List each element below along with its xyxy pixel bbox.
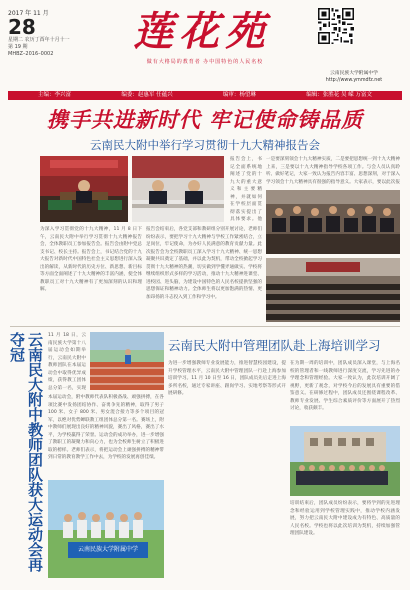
staff-bar [8, 91, 402, 100]
date-day: 28 [8, 15, 36, 39]
date-year-month: 2017 年 11 月 [8, 10, 49, 17]
masthead-slogan: 做有大格局的教育者 办中国特色的人民名校 [146, 59, 264, 65]
staff-editors: 编辑：张胜花 吴 嵘 万富文 [306, 92, 372, 98]
article3-photo-track [90, 332, 164, 390]
article2-col-b: 在为期一周的培训中，团队成员深入课堂，与上海名校的管理者和一线教师进行深度交流，学习先进的办学理念和管理经验。大家一致认为，此次培训开阔了视野，更新了观念，对学校今后的发展具有重要的借鉴意义。在研修过程中，团队成员还围绕课程改革、教师专业发展、学生综合素质评价等方面展开了热烈讨论，收获颇丰。 [290, 361, 400, 411]
issue-number: 第 19 期 [8, 44, 28, 50]
article3-col-b: 本届运动会，附中教师代表队积极备战、顽强拼搏，在各项比赛中发扬团结协作、奋勇争先的精神，取得了男子 100 米、女子 800 米、男女混合接力等多个项目的冠军，以绝对优势蝉联教工组团体总分第一名。赛场上，附中教师们展现出良好的精神风貌，赛出了风格，赛出了水平，为学校赢得了荣誉。运动会的成功举办，进一步增强了教职工的凝聚力和向心力，也为全校师生树立了积极进取的榜样。老师们表示，将把运动会上顽强拼搏的精神带到日常的教育教学工作中去，为学校的发展再创佳绩。 [48, 395, 164, 460]
qr-caption [304, 70, 404, 84]
article1-headline[interactable]: 携手共进新时代 牢记使命铸品质 [46, 108, 364, 132]
masthead [0, 0, 410, 90]
newspaper-title: 莲花苑 [133, 8, 271, 55]
article1-col-d: 一是要深刻领会十九大精神实质，二是要把思想统一到十九大精神上来，三是要以十九大精神指导学校各项工作。与会人员认真聆听、做好笔记，大家一致认为报告内容丰富、思想深刻，对于深入学习领会十九大精神具有很强的指导意义。大家表示，要以此次报 [266, 157, 400, 185]
article3-banner-text: 云南民族大学附属中学 [77, 546, 138, 553]
staff-reviewer: 编审：杨望琳 [222, 92, 256, 98]
article2-photo-group [290, 426, 400, 496]
article3-photo-team [48, 480, 164, 578]
date-weekday-lunar: 星期二 农历丁酉年十月十一 [8, 37, 70, 43]
qr-caption-school: 云南民族大学附属中学 [330, 71, 378, 76]
article2-col-a: 为进一步增强教师专业发展能力，推进智慧校园建设，提升学校管理水平，云南民大附中管理团队一行赴上海参加培训学习。11 月 10 日至 16 日，团队成员先后走进上海多所名校，通过专家讲座、跟岗学习、实地考察等形式开展研修。 [168, 361, 286, 396]
article1-col-b: 报告会结束后，各党支部和教研组分别开展讨论，老师们纷纷表示，要把学习十九大精神与学校工作紧密结合，立足岗位，牢记使命，为办好人民满意的教育贡献力量。此次报告会为全校教职员工深入学习十九大精神、统一思想凝聚共识奠定了基础，并以此为契机，带动全校掀起学习贯彻十九大精神的热潮，切实做到学懂弄通做实。学校将继续组织形式多样的学习活动，推动十九大精神进课堂、进校园、进头脑，为建设中国特色的人民名校提供坚强的思想保证和精神动力。全体师生将以更加饱满的热情、更加昂扬的斗志投入到工作和学习中。 [146, 227, 262, 300]
qr-code-icon[interactable] [318, 8, 354, 44]
staff-editorial-board: 编委：赵惠军 任蕴兴 [121, 92, 173, 98]
date-block [8, 8, 103, 58]
article1-photo-officials [132, 156, 224, 222]
article2-col-c: 培训结束后，团队成员纷纷表示，要将学到的先进理念和经验运用到学校管理实践中，推动学校内涵发展，努力把云南民大附中建设成为有特色、高质量的人民名校。学校也将以此次培训为契机，持续加强管理团队建设。 [290, 501, 400, 536]
qr-caption-site[interactable]: http://www.ymmdfz.net [325, 78, 383, 83]
article1-subheadline[interactable]: 云南民大附中举行学习贯彻十九大精神报告会 [90, 138, 320, 152]
article1-col-a: 为深入学习贯彻党的十九大精神，11 月 8 日下午，云南民大附中举行学习贯彻十九大精神报告会，全体教职员工参加报告会。报告会由附中党总支书记、校长主持。报告会上，书记结合党的十九大报告对新时代中国特色社会主义思想进行深入浅出的解读，从新时代的历史方位、新思想、新目标等方面全面阐述了十九大精神的丰富内涵，使全体教职员工对十九大精神有了更加深刻的认识和理解。 [40, 227, 142, 292]
article1-photo-speaker [40, 156, 128, 222]
article1-photo-audience [266, 190, 400, 254]
section-divider [10, 326, 400, 327]
article2-headline[interactable]: 云南民大附中管理团队赴上海培训学习 [168, 338, 381, 353]
article1-col-c: 报告会上，书记全面系统地阐述了党的十九大的重大意义和主要精神，并就如何在学校层面贯彻落实提出了具体要求。他 [230, 157, 262, 222]
serial-number: MHBZ–2016–0002 [8, 51, 54, 57]
article3-col-a: 11 月 18 日，云南民族大学第十八届运动会如期举行，云南民大附中教师团队在本届运动会中取得优异成绩，获得教工团体总分第一名，实现 [48, 333, 86, 390]
article1-photo-hall [266, 258, 400, 322]
article3-vertical-title[interactable]: 云南民大附中教师团队获大运动会再夺冠 [8, 332, 44, 572]
staff-editor-in-chief: 主编：李兴富 [38, 92, 72, 98]
